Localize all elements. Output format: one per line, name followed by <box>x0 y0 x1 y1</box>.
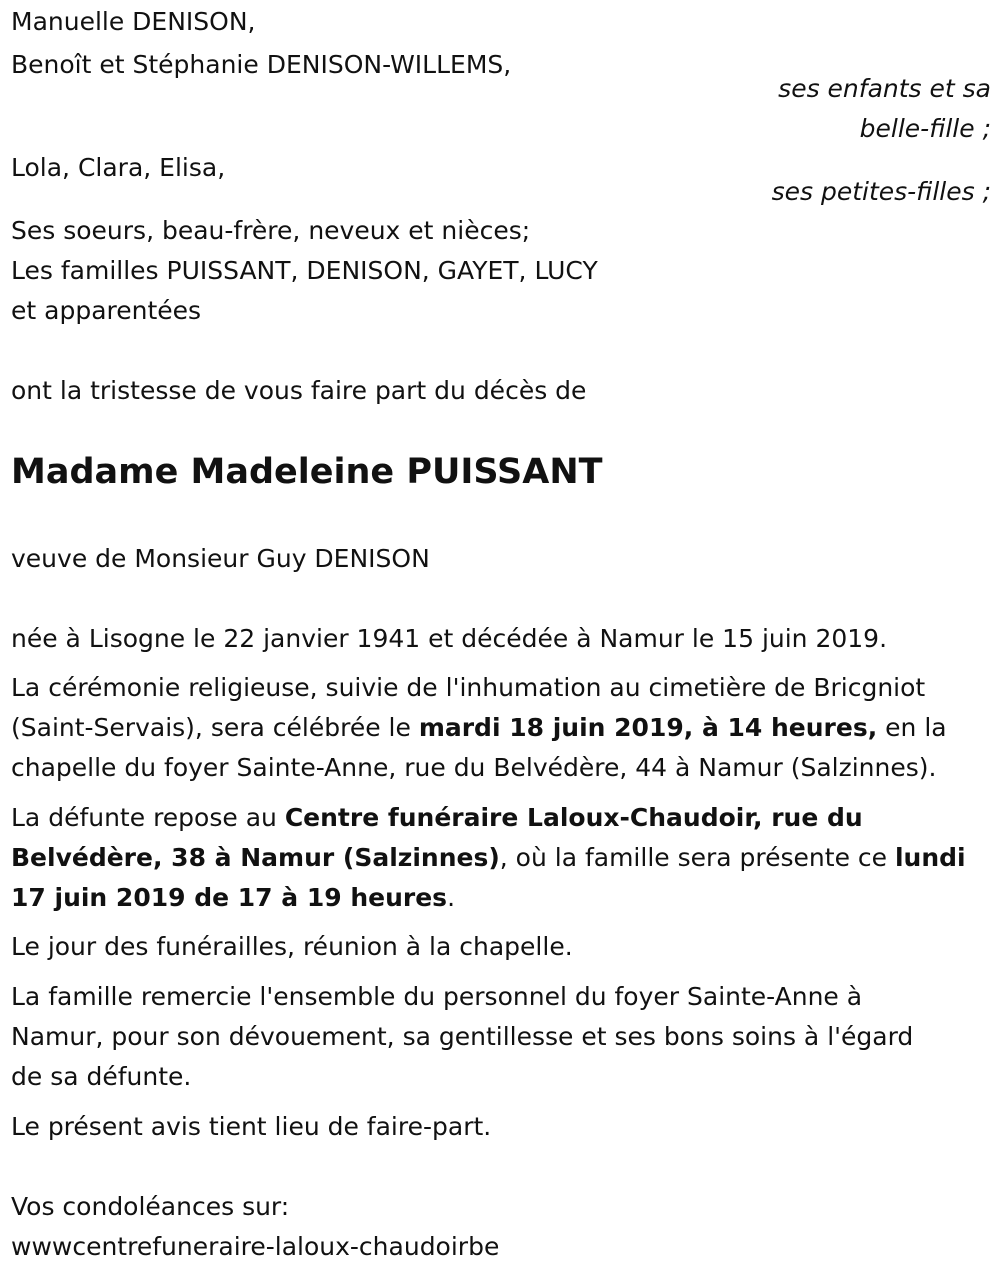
announcement-text: ont la tristesse de vous faire part du décès de <box>11 376 587 405</box>
children-role-label: ses enfants et sa <box>778 74 991 103</box>
deceased-name: Madame Madeleine PUISSANT <box>11 452 603 492</box>
grandchildren-role-label: ses petites-filles ; <box>771 177 991 206</box>
condolences-label: Vos condoléances sur: <box>11 1192 290 1221</box>
thanks-line: Namur, pour son dévouement, sa gentillesse et ses bons soins à l'égard <box>11 1022 914 1051</box>
visitation-date-time: 17 juin 2019 de 17 à 19 heures <box>11 883 448 912</box>
family-line: Ses soeurs, beau-frère, neveux et nièces; <box>11 216 531 245</box>
ceremony-line: chapelle du foyer Sainte-Anne, rue du Belvédère, 44 à Namur (Salzinnes). <box>11 753 937 782</box>
ceremony-date-time: mardi 18 juin 2019, à 14 heures, <box>418 713 878 742</box>
children-role-label: belle-fille ; <box>859 114 991 143</box>
family-line: et apparentées <box>11 296 202 325</box>
ceremony-line: La cérémonie religieuse, suivie de l'inhumation au cimetière de Bricgniot <box>11 673 926 702</box>
visitation-day: lundi <box>894 843 966 872</box>
condolences-website: wwwcentrefuneraire-laloux-chaudoirbe <box>11 1232 500 1261</box>
family-line: Les familles PUISSANT, DENISON, GAYET, LUCY <box>11 256 598 285</box>
visitation-line: Belvédère, 38 à Namur (Salzinnes), où la famille sera présente ce lundi <box>11 843 966 872</box>
notice-text: Le présent avis tient lieu de faire-part. <box>11 1112 492 1141</box>
child-name-line: Manuelle DENISON, <box>11 7 256 36</box>
visitation-line: La défunte repose au Centre funéraire Laloux-Chaudoir, rue du <box>11 803 863 832</box>
thanks-line: de sa défunte. <box>11 1062 192 1091</box>
child-name-line: Benoît et Stéphanie DENISON-WILLEMS, <box>11 50 512 79</box>
funeral-home-address: Belvédère, 38 à Namur (Salzinnes) <box>11 843 500 872</box>
funeral-day-text: Le jour des funérailles, réunion à la chapelle. <box>11 932 573 961</box>
thanks-line: La famille remercie l'ensemble du personnel du foyer Sainte-Anne à <box>11 982 863 1011</box>
birth-death-text: née à Lisogne le 22 janvier 1941 et décédée à Namur le 15 juin 2019. <box>11 624 888 653</box>
funeral-home-address: Centre funéraire Laloux-Chaudoir, rue du <box>284 803 863 832</box>
obituary-notice <box>11 0 991 1278</box>
widow-of-text: veuve de Monsieur Guy DENISON <box>11 544 430 573</box>
grandchildren-names: Lola, Clara, Elisa, <box>11 153 226 182</box>
ceremony-line: (Saint-Servais), sera célébrée le mardi 18 juin 2019, à 14 heures, en la <box>11 713 947 742</box>
visitation-line: 17 juin 2019 de 17 à 19 heures. <box>11 883 456 912</box>
